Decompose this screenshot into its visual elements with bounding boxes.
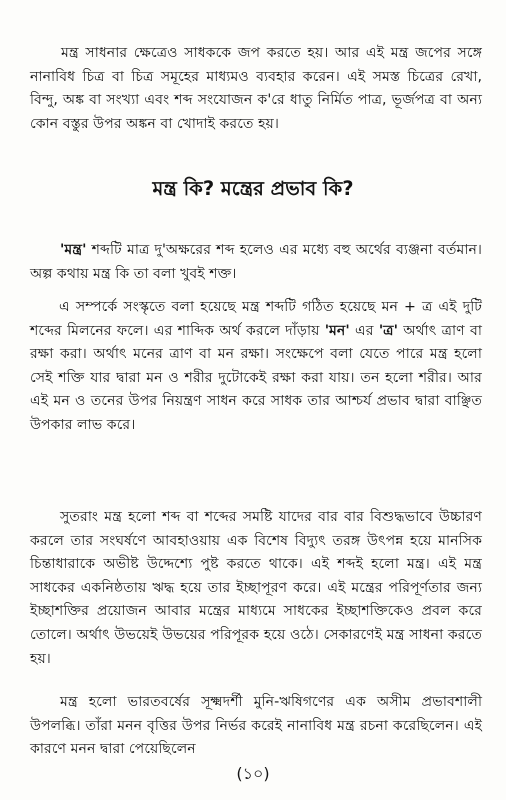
- term-mantra: 'মন্ত্র': [60, 242, 87, 258]
- term-tra: 'ত্র': [378, 322, 398, 339]
- page-number: (১০): [236, 764, 270, 783]
- term-mon: 'মন': [324, 322, 350, 339]
- paragraph-text: এর: [349, 322, 379, 339]
- paragraph-mantra-practice: মন্ত্র সাধনার ক্ষেত্রেও সাধককে জপ করতে হয়। আর এই মন্ত্র জপের সঙ্গে নানাবিধ চিত্র বা চিত্র সমূহের মাধ্যমও ব্যবহার করেন। এই সমস্ত চিত্রের রেখা, বিন্দু, অঙ্ক বা সংখ্যা এবং শব্দ সংযোজন ক'রে ধাতু নির্মিত পাত্র, ভূর্জপত্র বা অন্য কোন বস্তুর উপর অঙ্কন বা খোদাই করতে হয়।: [30, 45, 482, 132]
- paragraph-mantra-effect: সুতরাং মন্ত্র হলো শব্দ বা শব্দের সমষ্টি যাদের বার বার বিশুদ্ধভাবে উচ্চারণ করলে তার সংঘর্ষণে আবহাওয়ায় এক বিশেষ বিদ্যুৎ তরঙ্গ উৎপন্ন হয়ে মানসিক চিন্তাধারাকে অভীষ্ট উদ্দেশ্যে পুষ্ট করতে থাকে। এই শব্দই হলো মন্ত্র। এই মন্ত্র সাধকের একনিষ্ঠতায় ঋদ্ধ হয়ে তার ইচ্ছাপূরণ করে। এই মন্ত্রের পরিপূর্ণতার জন্য ইচ্ছাশক্তির প্রয়োজন আবার মন্ত্রের মাধ্যমে সাধকের ইচ্ছাশক্তিকেও প্রবল করে তোলে। অর্থাৎ উভয়েই উভয়ের পরিপূরক হয়ে ওঠে। সেকারণেই মন্ত্র সাধনা করতে হয়।: [30, 509, 482, 667]
- paragraph-sanskrit-meaning: [30, 296, 482, 438]
- paragraph-mantra-definition: [30, 239, 482, 286]
- paragraph-text: অর্থাৎ ত্রাণ বা রক্ষা করা। অর্থাৎ মনের ত্রাণ বা মন রক্ষা। সংক্ষেপে বলা যেতে পারে মন্ত্র হলো সেই শক্তি যার দ্বারা মন ও শরীর দুটোকেই রক্ষা করা যায়। তন হলো শরীর। আর এই মন ও তনের উপর নিয়ন্ত্রণ সাধন করে সাধক তার আশ্চর্য প্রভাব দ্বারা বাঞ্ছিত উপকার লাভ করে।: [30, 322, 482, 433]
- paragraph-text: শব্দটি মাত্র দু'অক্ষরের শব্দ হলেও এর মধ্যে বহু অর্থের ব্যঞ্জনা বর্তমান। অল্প কথায় মন্ত্র কি তা বলা খুবই শক্ত।: [30, 242, 482, 282]
- paragraph-text: এ সম্পর্কে সংস্কৃতে বলা হয়েছে মন্ত্র শব্দটি গঠিত হয়েছে মন + ত্র এই দুটি শব্দের মিলনের ফলে। এর শাব্দিক অর্থ করলে দাঁড়ায়: [30, 299, 482, 339]
- paragraph-sages: মন্ত্র হলো ভারতবর্ষের সূক্ষ্মদর্শী মুনি-ঋষিগণের এক অসীম প্রভাবশালী উপলব্ধি। তাঁরা মনন বৃত্তির উপর নির্ভর করেই নানাবিধ মন্ত্র রচনা করেছিলেন। এই কারণে মনন দ্বারা পেয়েছিলেন: [30, 694, 482, 758]
- section-heading: মন্ত্র কি? মন্ত্রের প্রভাব কি?: [152, 177, 354, 200]
